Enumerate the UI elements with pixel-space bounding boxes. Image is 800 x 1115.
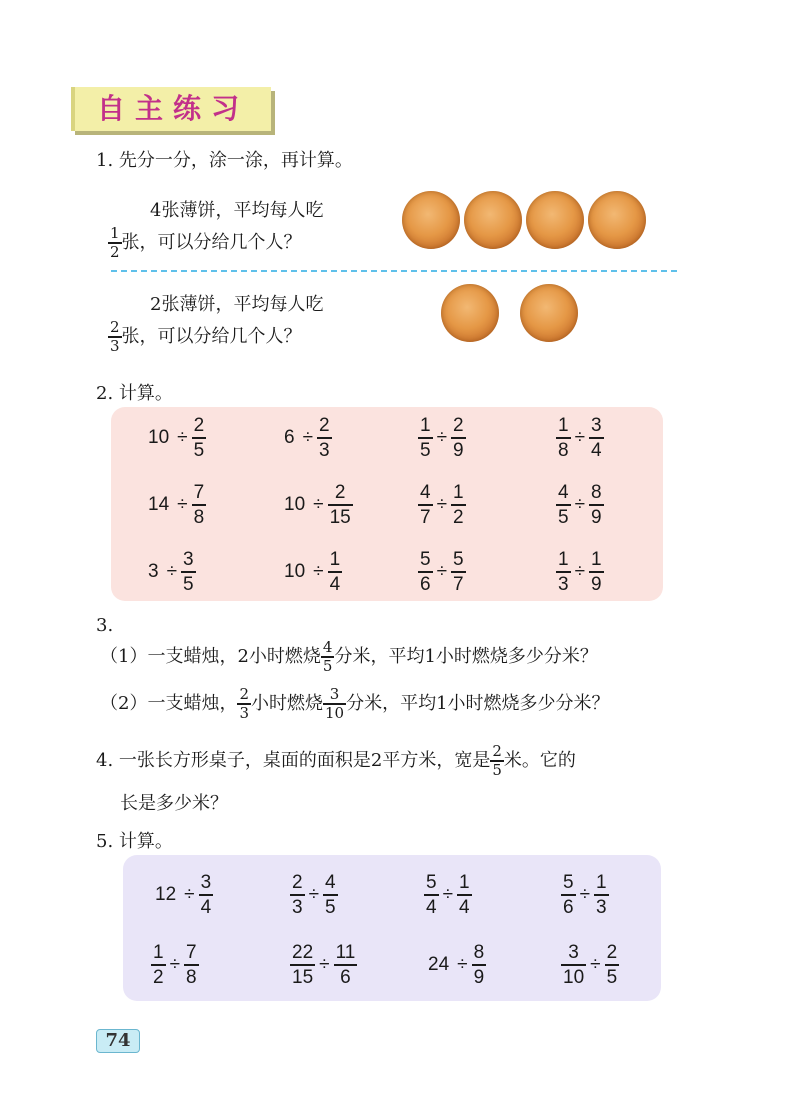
divisor-fraction: $\frac{7}{8}$ [193, 482, 205, 528]
pancake-image [402, 191, 460, 249]
pancake-image [441, 284, 499, 342]
q5-prompt: 5. 计算。 [96, 831, 173, 852]
q2-expression [418, 483, 466, 527]
q5-expression [290, 873, 338, 917]
dividend: 6 [284, 426, 295, 448]
q1a-fraction: $\frac{1}{2}$ [110, 224, 120, 261]
q1b-line1: 2张薄饼，平均每人吃 [150, 294, 324, 315]
dividend-fraction: $\frac{22}{15}$ [292, 942, 314, 988]
q1a-line2: $\frac{1}{2}$ 张，可以分给几个人？ [110, 224, 302, 261]
dividend-fraction: $\frac{5}{6}$ [420, 549, 431, 595]
q5-expression [151, 873, 213, 917]
divide-sign: ÷ [457, 953, 468, 975]
divide-sign: ÷ [166, 560, 178, 582]
dividend-fraction: $\frac{1}{8}$ [558, 415, 569, 461]
divide-sign: ÷ [590, 953, 601, 975]
q2-expression [144, 483, 206, 527]
q5-expression [561, 943, 619, 987]
q5-expression [424, 873, 472, 917]
q2-expression [144, 550, 196, 594]
q2-expression [280, 416, 332, 460]
divide-sign: ÷ [184, 883, 195, 905]
dividend: 3 [148, 560, 159, 582]
divisor-fraction: $\frac{8}{9}$ [591, 482, 602, 528]
q5-expression [424, 943, 486, 987]
divisor-fraction: $\frac{2}{5}$ [193, 415, 205, 461]
section-title: 自主练习 [96, 92, 249, 125]
divide-sign: ÷ [302, 426, 314, 448]
q2-expression [556, 483, 604, 527]
q3-part2-fraction-length: $\frac{3}{10}$ [325, 685, 345, 722]
q1-prompt: 1. 先分一分，涂一涂，再计算。 [96, 150, 353, 171]
divisor-fraction: $\frac{3}{5}$ [183, 549, 194, 595]
q2-expression [556, 416, 604, 460]
divisor-fraction: $\frac{8}{9}$ [473, 942, 485, 988]
pancake-image [520, 284, 578, 342]
divisor-fraction: $\frac{3}{4}$ [591, 415, 602, 461]
divisor-fraction: $\frac{2}{3}$ [319, 415, 330, 461]
dividend-fraction: $\frac{4}{7}$ [420, 482, 431, 528]
q2-expression [556, 550, 604, 594]
dividend: 10 [148, 426, 170, 448]
pancake-image [464, 191, 522, 249]
q1b-fraction: $\frac{2}{3}$ [110, 318, 120, 355]
q2-expression [280, 483, 353, 527]
dividend: 24 [428, 953, 450, 975]
divisor-fraction: $\frac{1}{9}$ [591, 549, 602, 595]
q2-expression [280, 550, 342, 594]
divisor-fraction: $\frac{1}{3}$ [596, 872, 607, 918]
dividend: 12 [155, 883, 177, 905]
dividend-fraction: $\frac{1}{3}$ [558, 549, 569, 595]
dividend: 14 [148, 493, 170, 515]
dividend-fraction: $\frac{1}{5}$ [420, 415, 431, 461]
divide-sign: ÷ [169, 953, 181, 975]
q1a-line1: 4张薄饼，平均每人吃 [150, 200, 324, 221]
divide-sign: ÷ [574, 426, 586, 448]
q5-expression [561, 873, 609, 917]
divisor-fraction: $\frac{2}{5}$ [606, 942, 618, 988]
q2-expression [418, 416, 466, 460]
section-title-banner [71, 87, 271, 131]
divide-sign: ÷ [177, 426, 188, 448]
dividend: 10 [284, 560, 306, 582]
dividend-fraction: $\frac{1}{2}$ [153, 942, 164, 988]
divisor-fraction: $\frac{4}{5}$ [325, 872, 336, 918]
divide-sign: ÷ [574, 493, 586, 515]
dividend: 10 [284, 493, 306, 515]
dividend-fraction: $\frac{5}{4}$ [426, 872, 437, 918]
page-number: 74 [96, 1029, 140, 1053]
divisor-fraction: $\frac{2}{15}$ [329, 482, 351, 528]
pancake-image [588, 191, 646, 249]
dividend-fraction: $\frac{2}{3}$ [292, 872, 303, 918]
q3-part1-fraction: $\frac{4}{5}$ [322, 638, 333, 675]
divide-sign: ÷ [313, 560, 324, 582]
divide-sign: ÷ [319, 953, 330, 975]
q2-expression [144, 416, 206, 460]
q2-expression [418, 550, 466, 594]
pancake-image [526, 191, 584, 249]
divide-sign: ÷ [313, 493, 324, 515]
q5-expression [151, 943, 199, 987]
q3-number: 3. [96, 615, 114, 636]
divisor-fraction: $\frac{1}{4}$ [329, 549, 341, 595]
dividend-fraction: $\frac{5}{6}$ [563, 872, 574, 918]
divisor-fraction: $\frac{7}{8}$ [186, 942, 197, 988]
divide-sign: ÷ [436, 493, 448, 515]
divide-sign: ÷ [177, 493, 188, 515]
divisor-fraction: $\frac{1}{4}$ [459, 872, 470, 918]
divisor-fraction: $\frac{5}{7}$ [453, 549, 464, 595]
divide-sign: ÷ [436, 426, 448, 448]
divide-sign: ÷ [579, 883, 591, 905]
divisor-fraction: $\frac{2}{9}$ [453, 415, 464, 461]
divisor-fraction: $\frac{3}{4}$ [200, 872, 212, 918]
divide-sign: ÷ [574, 560, 586, 582]
q4-line1: 4. 一张长方形桌子，桌面的面积是2平方米，宽是 $\frac{2}{5}$ 米。它的 [96, 742, 576, 779]
divisor-fraction: $\frac{11}{6}$ [335, 942, 356, 988]
dashed-divider [111, 270, 677, 272]
q1b-line2: $\frac{2}{3}$ 张，可以分给几个人？ [110, 318, 302, 355]
q4-line2: 长是多少米？ [120, 793, 228, 814]
q3-part1: （1）一支蜡烛，2小时燃烧 $\frac{4}{5}$ 分米，平均1小时燃烧多少分米？ [100, 638, 598, 675]
divide-sign: ÷ [442, 883, 454, 905]
divide-sign: ÷ [436, 560, 448, 582]
q3-part2: （2）一支蜡烛， $\frac{2}{3}$ 小时燃烧 $\frac{3}{10}$ 分米，平均1小时燃烧多少分米？ [100, 685, 610, 722]
divisor-fraction: $\frac{1}{2}$ [453, 482, 464, 528]
q4-fraction: $\frac{2}{5}$ [492, 742, 502, 779]
dividend-fraction: $\frac{4}{5}$ [558, 482, 569, 528]
q5-expression [290, 943, 357, 987]
q2-prompt: 2. 计算。 [96, 383, 173, 404]
divide-sign: ÷ [308, 883, 320, 905]
q3-part2-fraction-time: $\frac{2}{3}$ [239, 685, 249, 722]
dividend-fraction: $\frac{3}{10}$ [563, 942, 585, 988]
